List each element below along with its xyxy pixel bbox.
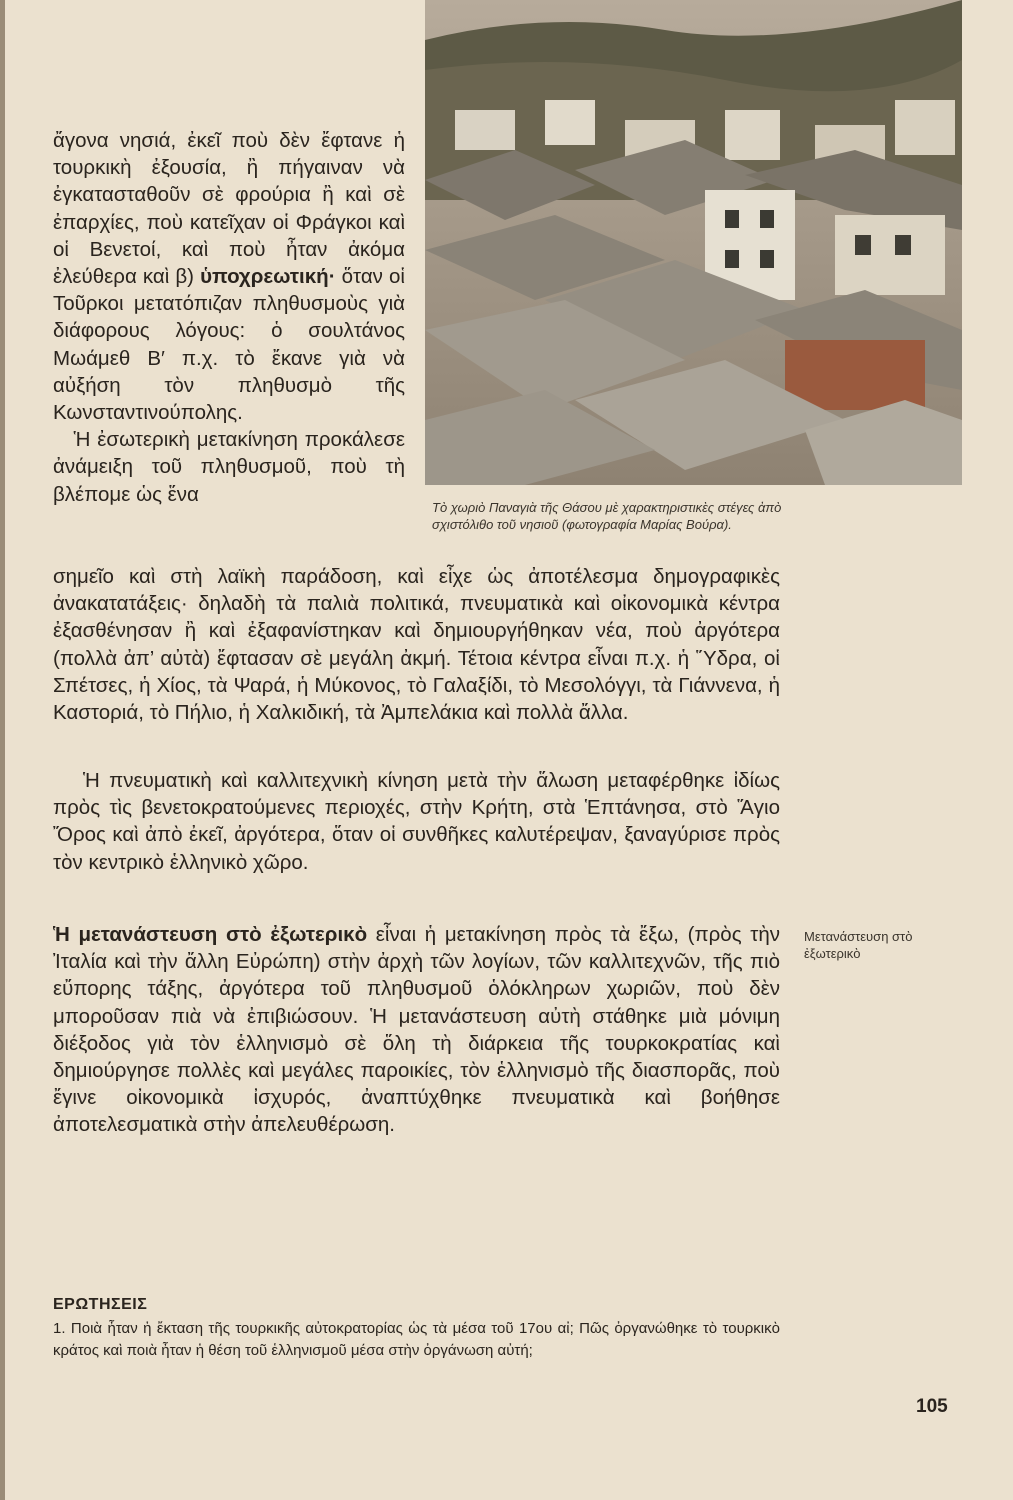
questions-title: ΕΡΩΤΗΣΕΙΣ: [53, 1296, 148, 1313]
paragraph-demographic-changes: σημεῖο καὶ στὴ λαϊκὴ παράδοση, καὶ εἶχε ὡς ἀποτέλεσμα δημογραφικὲς ἀνακατατάξεις· δηλαδὴ τὰ παλιὰ πολιτικά, πνευματικὰ καὶ οἰκονομικὰ κέντρα ἐξασθένησαν ἢ καὶ ἐξαφανίστηκαν καὶ δημιουργήθηκαν νέα, ποὺ ἀργότερα (πολλὰ ἀπ’ αὐτὰ) ἔφτασαν σὲ μεγάλη ἀκμή. Τέτοια κέντρα εἶναι π.χ. ἡ Ὕδρα, οἱ Σπέτσες, ἡ Χίος, τὰ Ψαρά, ἡ Μύκονος, τὸ Γαλαξίδι, τὸ Μεσολόγγι, τὰ Γιάννενα, ἡ Καστοριά, τὸ Πήλιο, ἡ Χαλκιδική, τὰ Ἀμπελάκια καὶ πολλὰ ἄλλα.: [53, 565, 780, 725]
photo-caption: Τὸ χωριὸ Παναγιὰ τῆς Θάσου μὲ χαρακτηριστικὲς στέγες ἀπὸ σχιστόλιθο τοῦ νησιοῦ (φωτογραφία Μαρίας Βούρα).: [432, 500, 782, 532]
term-compulsory: ὑποχρεωτική·: [200, 265, 336, 289]
paragraph-text: εἶναι ἡ μετακίνηση πρὸς τὰ ἔξω, (πρὸς τὴν Ἰταλία καὶ τὴν ἄλλη Εὐρώπη) στὴν ἀρχὴ τῶν λογίων, τῶν καλλιτεχνῶν, τῆς πιὸ εὔπορης τάξης, ἀργότερα τοῦ πληθυσμοῦ ὁλόκληρων χωριῶν, ποὺ δὲν μποροῦσαν πιὰ νὰ ἐπιβιώσουν. Ἡ μετανάστευση αὐτὴ στάθηκε μιὰ μόνιμη διέξοδος γιὰ τὸν ἑλληνισμὸ σὲ ὅλη τὴ διάρκεια τῆς τουρκοκρατίας καὶ δημιούργησε πολλὲς καὶ μεγάλες παροικίες, τὸν ἑλληνισμὸ τῆς διασπορᾶς, ποὺ ἔγινε οἰκονομικὰ ἰσχυρός, ἀναπτύχθηκε πνευματικὰ καὶ βοήθησε ἀποτελεσματικὰ στὴν ἀπελευθέρωση.: [53, 923, 780, 1137]
question-1: 1. Ποιὰ ἦταν ἡ ἔκταση τῆς τουρκικῆς αὐτοκρατορίας ὡς τὰ μέσα τοῦ 17ου αἰ; Πῶς ὀργανώθηκε τὸ τουρκικὸ κράτος καὶ ποιὰ ἦταν ἡ θέση τοῦ ἑλληνισμοῦ μέσα στὴν ὀργάνωση αὐτή;: [53, 1320, 780, 1359]
term-emigration: Ἡ μετανάστευση στὸ ἐξωτερικὸ: [53, 923, 368, 946]
paragraph-text: Ἡ ἐσωτερικὴ μετακίνηση προκάλεσε ἀνάμειξη τοῦ πληθυσμοῦ, ποὺ τὴ βλέπομε ὡς ἕνα: [53, 428, 405, 506]
margin-note: Μετανάστευση στὸ ἐξωτερικὸ: [804, 929, 913, 961]
village-photo: [425, 0, 962, 485]
paragraph-cultural-movement: Ἡ πνευματικὴ καὶ καλλιτεχνικὴ κίνηση μετὰ τὴν ἅλωση μεταφέρθηκε ἰδίως πρὸς τὶς βενετοκρατούμενες περιοχές, στὴν Κρήτη, στὰ Ἑπτάνησα, στὸ Ἅγιο Ὄρος καὶ ἀπὸ ἐκεῖ, ἀργότερα, ὅταν οἱ συνθῆκες καλυτέρεψαν, ξαναγύρισε πρὸς τὸν κεντρικὸ ἑλληνικὸ χῶρο.: [53, 769, 780, 874]
paragraph-text: ὅταν οἱ Τοῦρκοι μετατόπιζαν πληθυσμοὺς γιὰ διάφορους λόγους: ὁ σουλτάνος Μωάμεθ Β′ π.χ. τὸ ἔκανε γιὰ νὰ αὐξήση τὸν πληθυσμὸ τῆς Κωνσταντινούπολης.: [53, 265, 405, 425]
paragraph-text: ἄγονα νησιά, ἐκεῖ ποὺ δὲν ἔφτανε ἡ τουρκικὴ ἐξουσία, ἢ πήγαιναν νὰ ἐγκατασταθοῦν σὲ φρούρια ἢ καὶ σὲ ἐπαρχίες, ποὺ κατεῖχαν οἱ Φράγκοι καὶ οἱ Βενετοί, καὶ ποὺ ἦταν ἀκόμα ἐλεύθερα καὶ β): [53, 129, 405, 289]
page-edge: [0, 0, 5, 1500]
paragraph-internal-migration: [53, 127, 405, 508]
paragraph-emigration-abroad: [53, 921, 780, 1139]
village-roofs-illustration: [425, 0, 962, 485]
page-number: 105: [916, 1396, 948, 1417]
